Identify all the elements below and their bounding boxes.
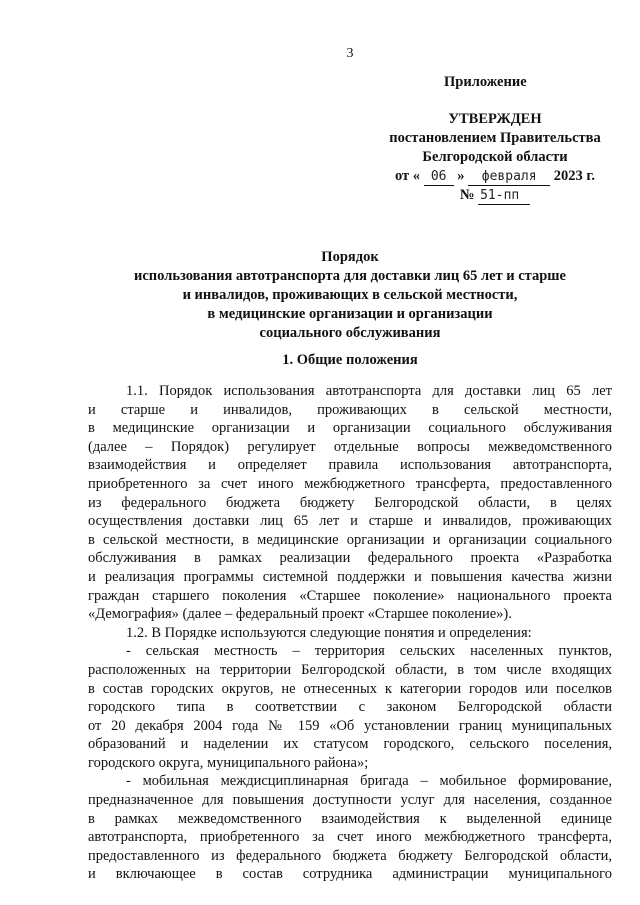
- body-line: - мобильная междисциплинарная бригада – мобильное формирование,: [126, 773, 612, 790]
- appendix-label: Приложение: [444, 74, 527, 90]
- title-line-1: Порядок: [321, 249, 379, 265]
- body-line: 1.1. Порядок использования автотранспорта для доставки лиц 65 лет: [126, 383, 612, 399]
- approval-date-line: [360, 167, 630, 186]
- number-value-handwritten: 51-пп: [478, 188, 530, 205]
- body-line: расположенных на территории Белгородской области, в том числе входящих: [88, 661, 612, 678]
- body-line: граждан старшего поколения «Старшее поколение» национального проекта: [88, 587, 612, 604]
- body-line: из федерального бюджета бюджету Белгородской области, в целях: [88, 494, 612, 511]
- approval-heading: УТВЕРЖДЕН: [448, 111, 542, 127]
- approval-block: [360, 110, 630, 205]
- date-day-handwritten: 06: [424, 169, 454, 186]
- body-line: взаимодействия и определяет правила использования автотранспорта,: [88, 457, 612, 474]
- body-line: в рамках межведомственного взаимодействия к выделенной единице: [88, 810, 612, 827]
- body-line: в состав городских округов, не отнесенных к категории городов или поселков: [88, 680, 612, 697]
- title-line-3: и инвалидов, проживающих в сельской местности,: [182, 287, 518, 303]
- body-line: городского округа, муниципального района»;: [88, 754, 369, 771]
- body-line: образований и наделении их статусом городского, сельского поселения,: [88, 736, 612, 753]
- document-title: [90, 248, 610, 343]
- body-line: и включающее в состав сотрудника администрации муниципального: [88, 866, 612, 883]
- body-line: приобретенного за счет иного межбюджетного трансферта, предоставленного: [88, 475, 612, 492]
- page-number: 3: [346, 46, 354, 61]
- number-prefix: №: [459, 187, 475, 203]
- body-line: обслуживания в рамках реализации федерального проекта «Разработка: [88, 550, 612, 567]
- approval-line-2: Белгородской области: [422, 149, 568, 165]
- body-line: 1.2. В Порядке используются следующие понятия и определения:: [126, 624, 532, 641]
- date-month-handwritten: февраля: [468, 169, 550, 186]
- date-year: 2023 г.: [553, 168, 595, 184]
- body-line: городского типа в соответствии с законом Белгородской области: [88, 699, 612, 716]
- body-line: в медицинские организации и организации социального обслуживания: [88, 420, 612, 437]
- body-line: от 20 декабря 2004 года № 159 «Об установлении границ муниципальных: [88, 717, 612, 734]
- title-line-5: социального обслуживания: [259, 325, 441, 341]
- approval-line-1: постановлением Правительства: [389, 130, 601, 146]
- body-line: и старше и инвалидов, проживающих в сельской местности,: [88, 401, 612, 418]
- date-prefix: от «: [394, 168, 421, 184]
- section-heading: 1. Общие положения: [282, 352, 418, 368]
- body-line: в сельской местности, в медицинские организации и организации социального: [88, 531, 612, 548]
- body-line: предназначенное для повышения доступности услуг для населения, созданное: [88, 792, 612, 809]
- title-line-4: в медицинские организации и организации: [207, 306, 493, 322]
- body-text: [88, 382, 612, 884]
- body-line: (далее – Порядок) регулирует отдельные вопросы межведомственного: [88, 438, 612, 455]
- body-line: автотранспорта, приобретенного за счет иного межбюджетного трансферта,: [88, 829, 612, 846]
- title-line-2: использования автотранспорта для доставки лиц 65 лет и старше: [134, 268, 566, 284]
- body-line: осуществления доставки лиц 65 лет и старше и инвалидов, проживающих: [88, 513, 612, 530]
- body-line: «Демография» (далее – федеральный проект «Старшее поколение»).: [88, 606, 512, 623]
- body-line: предоставленного из федерального бюджета бюджету Белгородской области,: [88, 847, 612, 864]
- body-line: - сельская местность – территория сельских населенных пунктов,: [126, 643, 612, 660]
- approval-number-line: [360, 186, 630, 205]
- date-mid: »: [457, 168, 465, 184]
- body-line: и реализация программы системной поддержки и повышения качества жизни: [88, 568, 612, 585]
